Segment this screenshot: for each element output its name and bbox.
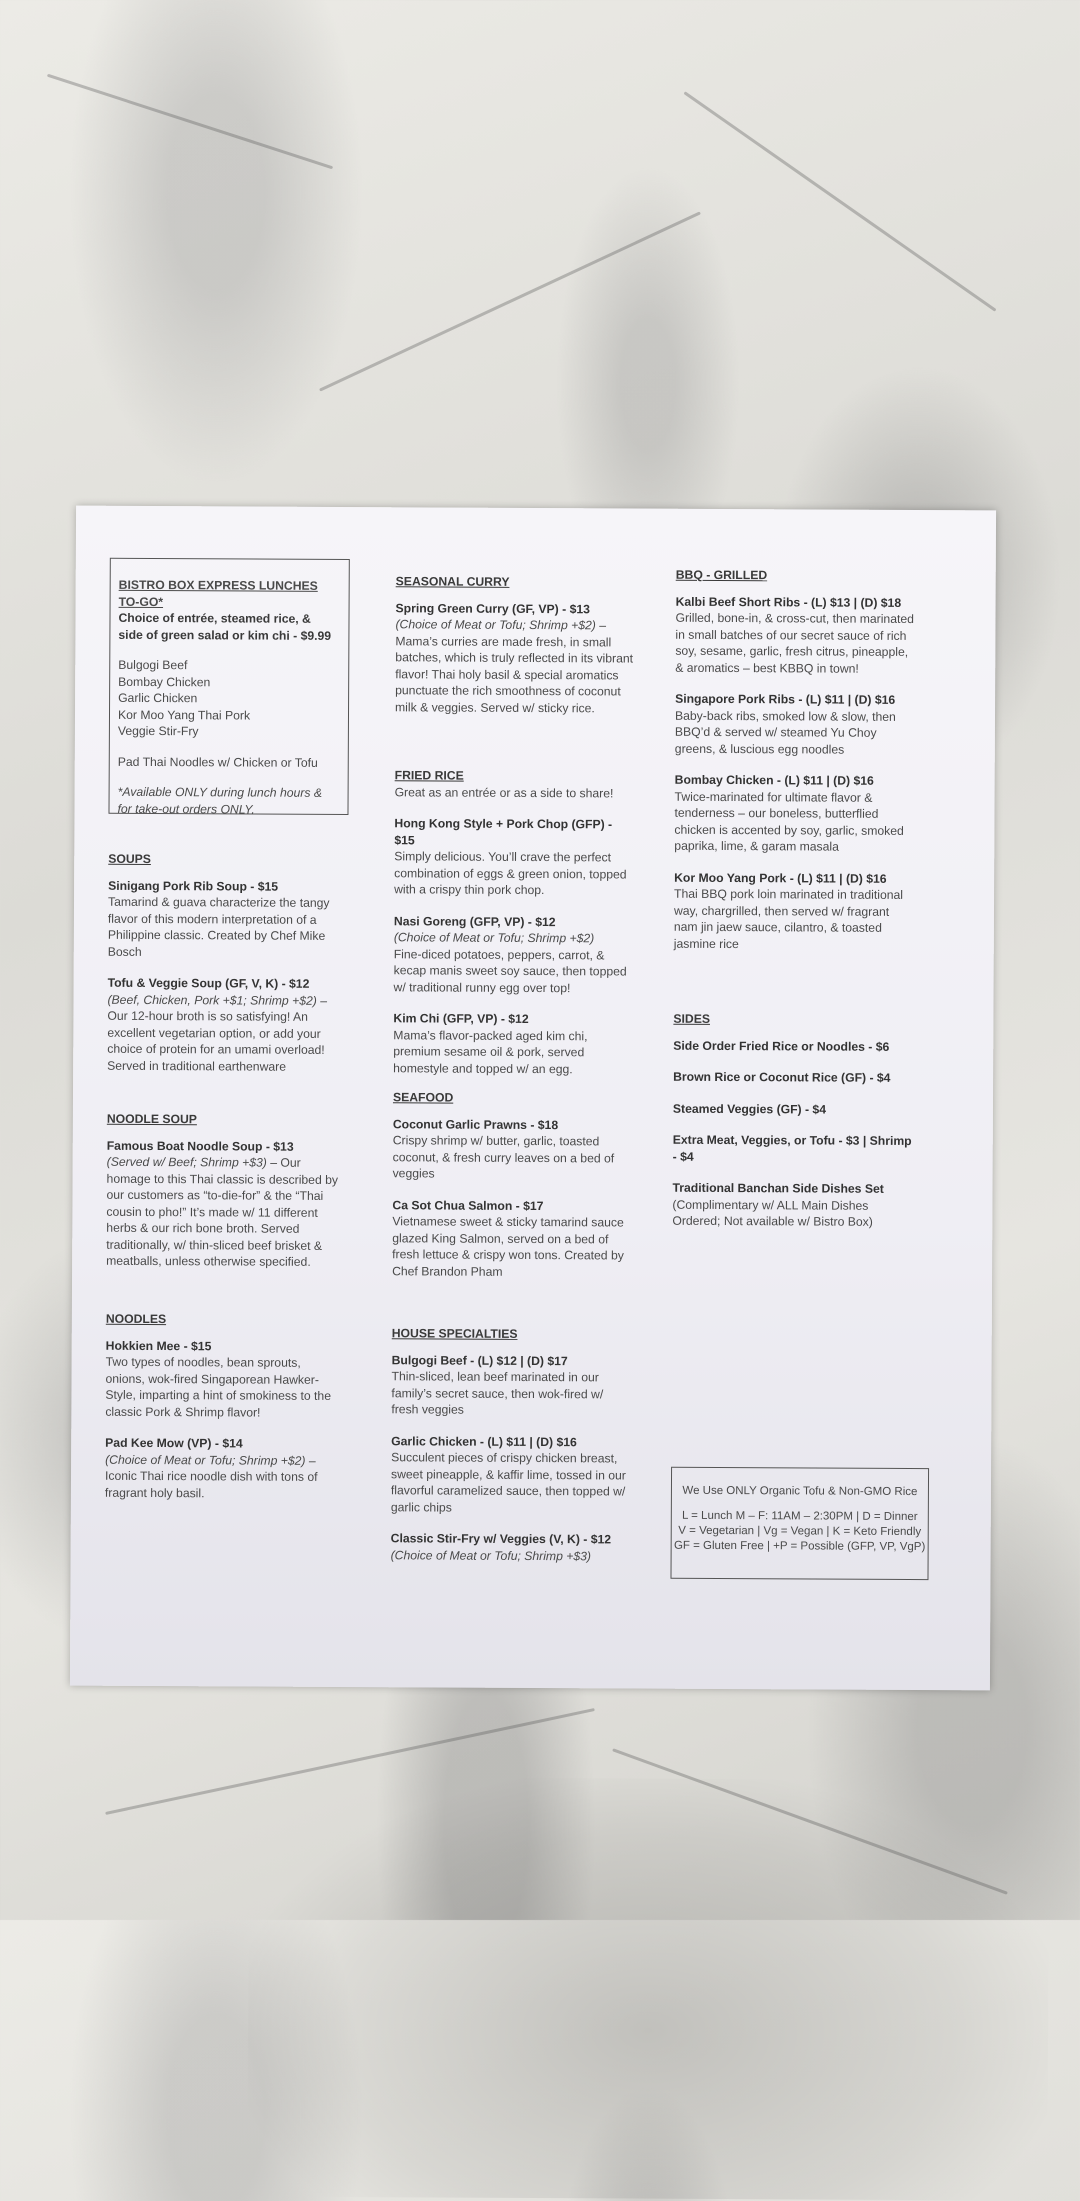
- photo-shadow: [247, 1777, 1049, 2201]
- marble-vein: [684, 91, 997, 311]
- item-name: Bulgogi Beef - (L) $12 | (D) $17: [391, 1352, 568, 1368]
- menu-item: [672, 1180, 912, 1231]
- item-name: Ca Sot Chua Salmon - $17: [392, 1197, 544, 1213]
- menu-item: [391, 1352, 631, 1419]
- item-name: Singapore Pork Ribs - (L) $11 | (D) $16: [675, 691, 896, 707]
- item-description: (Complimentary w/ ALL Main Dishes Ordered; Not available w/ Bistro Box): [672, 1197, 873, 1229]
- item-name: Sinigang Pork Rib Soup - $15: [108, 878, 279, 894]
- section-heading: FRIED RICE: [394, 768, 464, 783]
- column-middle: [390, 507, 636, 1563]
- item-name: Coconut Garlic Prawns - $18: [392, 1116, 559, 1132]
- item-name: Extra Meat, Veggies, or Tofu - $3 | Shrimp - $4: [672, 1132, 912, 1164]
- menu-item: [675, 593, 915, 677]
- item-description: Crispy shrimp w/ butter, garlic, toasted coconut, & fresh curry leaves on a bed of veggies: [392, 1133, 615, 1181]
- item-description: Vietnamese sweet & sticky tamarind sauce glazed King Salmon, served on a bed of fresh lettuce & crispy won tons. Created by Chef Brandon Pham: [392, 1214, 624, 1279]
- item-description: Succulent pieces of crispy chicken breast, sweet pineapple, & kaffir lime, tossed in our flavorful caramelized sauce, then topped w/ garlic chips: [390, 1450, 626, 1515]
- menu-item: [391, 1433, 631, 1517]
- item-name: Kalbi Beef Short Ribs - (L) $13 | (D) $18: [675, 594, 902, 610]
- item-name: Steamed Veggies (GF) - $4: [672, 1101, 827, 1117]
- section-sides: [672, 1011, 913, 1246]
- section-heading: SOUPS: [108, 851, 151, 866]
- promo-note: *Available ONLY during lunch hours & for take-out orders ONLY.: [117, 784, 323, 817]
- item-description: Mama’s flavor-packed aged kim chi, premium sesame oil & pork, served homestyle and topped w/ an egg.: [393, 1027, 588, 1076]
- menu-item: [673, 1037, 913, 1055]
- menu-item: [105, 1337, 337, 1421]
- promo-item: Garlic Chicken: [118, 690, 198, 706]
- section-heading: NOODLE SOUP: [106, 1111, 197, 1127]
- promo-item: Veggie Stir-Fry: [117, 723, 199, 739]
- menu-sheet: [70, 506, 996, 1691]
- promo-item: Bulgogi Beef: [118, 657, 188, 673]
- menu-item: [394, 815, 634, 899]
- item-options: (Served w/ Beef; Shrimp +$3): [106, 1154, 267, 1170]
- section-intro: Great as an entrée or as a side to share!: [394, 784, 614, 800]
- item-name: Hong Kong Style + Pork Chop (GFP) - $15: [394, 816, 613, 847]
- item-description: Baby-back ribs, smoked low & slow, then BBQ’d & served w/ steamed Yu Choy greens, & luscious egg noodles: [674, 708, 896, 757]
- item-name: Kor Moo Yang Pork - (L) $11 | (D) $16: [674, 870, 887, 886]
- item-name: Kim Chi (GFP, VP) - $12: [393, 1011, 529, 1026]
- section-bbq-grilled: [674, 567, 916, 968]
- item-description: Thin-sliced, lean beef marinated in our family’s secret sauce, then wok-fired w/ fresh veggies: [391, 1369, 604, 1417]
- item-description: – Our homage to this Thai classic is described by our customers as “to-die-for” & the “Thai cousin to pho!” It’s made w/ 11 different herbs & our rich bone broth. Served traditionally, w/ thin-sliced beef brisket & meatballs, unless otherwise specified.: [106, 1155, 339, 1269]
- section-noodle-soup: [106, 1111, 339, 1286]
- section-heading: SIDES: [673, 1011, 711, 1026]
- item-description: – Iconic Thai rice noodle dish with tons of fragrant holy basil.: [104, 1453, 318, 1500]
- marble-vein: [105, 1708, 595, 1815]
- item-description: Tamarind & guava characterize the tangy flavor of this modern interpretation of a Philippine classic. Created by Chef Mike Bosch: [107, 894, 330, 959]
- section-seasonal-curry: [395, 573, 636, 731]
- menu-item: [106, 1137, 339, 1270]
- legend-line: L = Lunch M – F: 11AM – 2:30PM | D = Dinner: [681, 1509, 918, 1524]
- item-name: Bombay Chicken - (L) $11 | (D) $16: [674, 772, 874, 788]
- marble-vein: [47, 74, 333, 170]
- item-description: Fine-diced potatoes, peppers, carrot, & kecap manis sweet soy sauce, then topped w/ traditional runny egg over top!: [393, 946, 627, 995]
- item-name: Hokkien Mee - $15: [105, 1338, 212, 1353]
- legend-line: We Use ONLY Organic Tofu & Non-GMO Rice: [682, 1484, 918, 1499]
- section-noodles: [105, 1311, 338, 1517]
- section-heading: BBQ - GRILLED: [675, 567, 768, 583]
- promo-item-list: [118, 657, 338, 741]
- item-description: Simply delicious. You’ll crave the perfect combination of eggs & green onion, topped with a crispy thin pork chop.: [394, 849, 627, 898]
- promo-item: Bombay Chicken: [118, 674, 211, 689]
- menu-item: [394, 913, 634, 997]
- item-name: Nasi Goreng (GFP, VP) - $12: [393, 913, 556, 929]
- section-fried-rice: [393, 767, 635, 1092]
- item-name: Brown Rice or Coconut Rice (GF) - $4: [673, 1069, 891, 1085]
- section-heading: SEAFOOD: [392, 1090, 454, 1105]
- column-right: [672, 509, 916, 1229]
- menu-item: [673, 1132, 913, 1166]
- menu-item: [395, 600, 636, 717]
- promo-title: BISTRO BOX EXPRESS LUNCHES TO-GO*: [118, 577, 318, 609]
- menu-item: [673, 1069, 913, 1087]
- item-name: Side Order Fried Rice or Noodles - $6: [673, 1038, 890, 1054]
- item-description: Grilled, bone-in, & cross-cut, then marinated in small batches of our secret sauce of rich soy, sesame, garlic, fresh citrus, pineapple, & aromatics – best KBBQ in town!: [675, 610, 915, 676]
- item-description: Twice-marinated for ultimate flavor & tenderness – our boneless, butterflied chicken is accented by soy, garlic, smoked paprika, lime, & garam masala: [674, 789, 904, 854]
- item-name: Garlic Chicken - (L) $11 | (D) $16: [391, 1433, 577, 1449]
- item-name: Famous Boat Noodle Soup - $13: [106, 1138, 294, 1154]
- menu-item: [674, 772, 914, 856]
- promo-extra: Pad Thai Noodles w/ Chicken or Tofu: [117, 754, 318, 770]
- promo-item: Kor Moo Yang Thai Pork: [117, 707, 251, 723]
- item-name: Classic Stir-Fry w/ Veggies (V, K) - $12: [390, 1531, 612, 1547]
- menu-item: [391, 1530, 631, 1564]
- item-options: (Beef, Chicken, Pork +$1; Shrimp +$2): [107, 992, 317, 1008]
- item-name: Pad Kee Mow (VP) - $14: [105, 1435, 243, 1451]
- legend-line: V = Vegetarian | Vg = Vegan | K = Keto Friendly: [678, 1524, 922, 1539]
- item-name: Tofu & Veggie Soup (GF, V, K) - $12: [107, 975, 310, 991]
- bistro-box-promo: [108, 558, 349, 815]
- marble-vein: [319, 211, 701, 391]
- section-heading: SEASONAL CURRY: [395, 574, 510, 589]
- item-name: Traditional Banchan Side Dishes Set: [672, 1180, 884, 1196]
- menu-item: [673, 1100, 913, 1118]
- section-heading: HOUSE SPECIALTIES: [391, 1326, 518, 1341]
- item-description: Thai BBQ pork loin marinated in traditional way, chargrilled, then served w/ fragrant nam jin jaew sauce, cilantro, & toasted jasmine rice: [673, 886, 904, 951]
- menu-item: [108, 877, 340, 961]
- legend-line: GF = Gluten Free | +P = Possible (GFP, VP, VgP): [673, 1539, 926, 1554]
- menu-item: [675, 691, 915, 758]
- menu-item: [393, 1010, 633, 1077]
- menu-item: [392, 1197, 632, 1281]
- item-options: (Choice of Meat or Tofu; Shrimp +$2): [393, 930, 595, 946]
- menu-item: [674, 869, 914, 953]
- item-options: (Choice of Meat or Tofu; Shrimp +$2): [395, 617, 596, 633]
- legend-box: [670, 1467, 929, 1580]
- marble-vein: [612, 1748, 1008, 1894]
- menu-item: [393, 1116, 633, 1183]
- section-heading: NOODLES: [105, 1311, 167, 1327]
- section-soups: [107, 851, 340, 1090]
- item-options: (Choice of Meat or Tofu; Shrimp +$2): [105, 1452, 306, 1468]
- promo-subtitle: Choice of entrée, steamed rice, & side of green salad or kim chi - $9.99: [118, 610, 332, 643]
- item-description: – Mama’s curries are made fresh, in small batches, which is truly reflected in its vibrant flavor! Thai holy basil & special aromatics punctuate the rich smoothness of coconut milk & veggies. Served w/ sticky rice.: [395, 618, 634, 715]
- menu-item: [105, 1435, 337, 1502]
- item-description: – Our 12-hour broth is so satisfying! An excellent vegetarian option, or add your choice of protein for an umami overload! Served in traditional earthenware: [107, 993, 328, 1074]
- menu-item: [107, 975, 340, 1075]
- item-name: Spring Green Curry (GF, VP) - $13: [395, 600, 590, 616]
- section-seafood: [392, 1089, 633, 1295]
- item-options: (Choice of Meat or Tofu; Shrimp +$3): [390, 1547, 592, 1563]
- item-description: Two types of noodles, bean sprouts, onions, wok-fired Singaporean Hawker-Style, imparting a hint of smokiness to the classic Pork & Shrimp flavor!: [105, 1354, 332, 1420]
- section-house-specialties: [390, 1325, 631, 1579]
